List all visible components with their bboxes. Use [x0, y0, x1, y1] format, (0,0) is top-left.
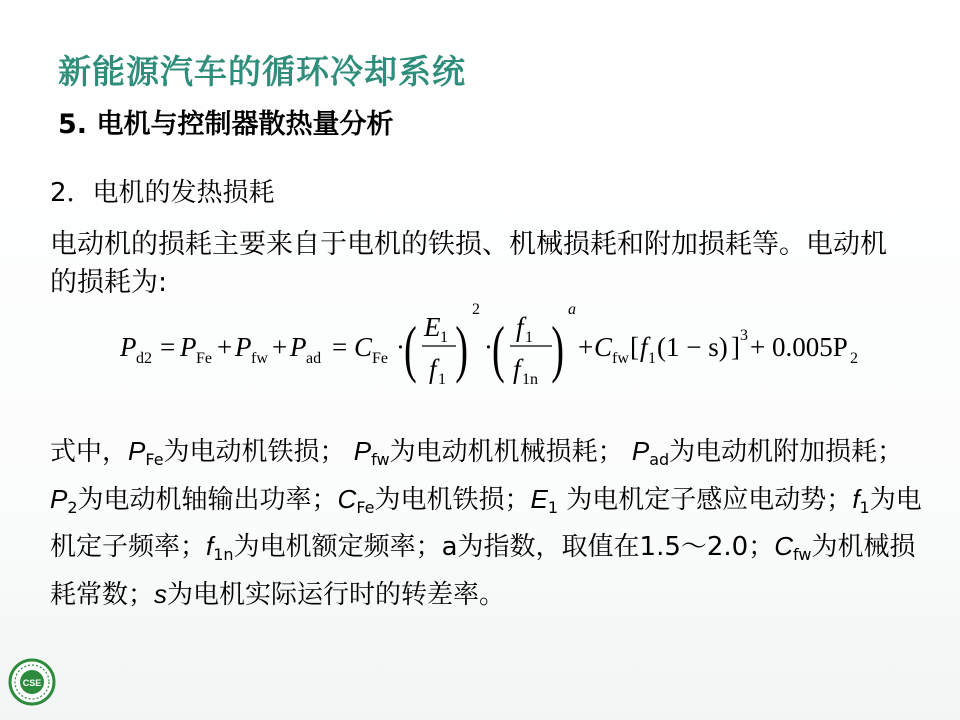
svg-text:+: +	[272, 332, 288, 362]
section-heading: 2．电机的发热损耗	[50, 178, 275, 208]
svg-text:(: (	[492, 314, 505, 385]
slide-title: 新能源汽车的循环冷却系统	[58, 52, 466, 91]
svg-text:3: 3	[740, 327, 748, 344]
logo-text: CSE	[22, 678, 42, 688]
svg-text:1: 1	[440, 329, 448, 346]
formula-lhs-sub: d2	[136, 350, 152, 367]
svg-text:(1 − s): (1 − s)	[657, 332, 728, 362]
svg-text:·: ·	[396, 332, 405, 362]
frac1-exp: 2	[472, 301, 480, 318]
formula-term-fe-sub: Fe	[196, 350, 212, 367]
formula-term-ad-sub: ad	[306, 350, 322, 367]
svg-text:+ 0.005P: + 0.005P	[750, 332, 848, 362]
svg-text:(: (	[404, 314, 417, 385]
formula-c-fw: C	[594, 332, 613, 362]
formula-term-fw-sub: fw	[251, 350, 268, 367]
svg-text:f: f	[640, 332, 648, 362]
svg-text:+: +	[217, 332, 233, 362]
loss-formula	[120, 300, 860, 395]
svg-text:]: ]	[731, 332, 740, 362]
svg-text:1: 1	[438, 371, 446, 388]
svg-text:fw: fw	[612, 350, 629, 367]
formula-lhs: P	[120, 332, 137, 362]
slide-subtitle: 5. 电机与控制器散热量分析	[58, 109, 394, 140]
frac1-den: f	[429, 354, 437, 384]
svg-text:): )	[455, 314, 468, 385]
svg-text:2: 2	[850, 350, 858, 367]
frac1-num: E	[424, 312, 441, 342]
organization-logo	[8, 658, 56, 706]
svg-text:=: =	[332, 332, 348, 362]
formula-term-ad: P	[290, 332, 307, 362]
explanation-paragraph: 式中，$P_{Fe}$为电动机铁损； $P_{fw}$为电动机机械损耗； $P_{ad}$为电动机附加损耗；$P_2$为电动机轴输出功率；$C_{Fe}$为电机铁损；$E_1$ 为电机定子感应电动势；$f_1$为电机定子频率；$f_{1n}$为电机额定频率；a为指数，取值在1.5～2.0；$C_{fw}$为机械损耗常数；s为电机实际运行时的转差率。	[50, 436, 922, 610]
svg-text:+: +	[578, 332, 594, 362]
svg-text:1n: 1n	[522, 371, 538, 388]
frac2-num: f	[516, 312, 524, 342]
formula-c-fe: C	[354, 332, 373, 362]
formula-term-fe: P	[180, 332, 197, 362]
svg-text:·: ·	[484, 332, 493, 362]
svg-text:[: [	[630, 332, 639, 362]
frac2-exp: a	[568, 301, 576, 318]
formula-term-fw: P	[235, 332, 252, 362]
svg-text:=: =	[160, 332, 176, 362]
svg-text:1: 1	[525, 329, 533, 346]
frac2-den: f	[513, 354, 521, 384]
svg-text:1: 1	[648, 350, 656, 367]
formula-c-fe-sub: Fe	[372, 350, 388, 367]
svg-text:): )	[551, 314, 564, 385]
intro-paragraph: 电动机的损耗主要来自于电机的铁损、机械损耗和附加损耗等。电动机的损耗为:	[50, 229, 887, 298]
